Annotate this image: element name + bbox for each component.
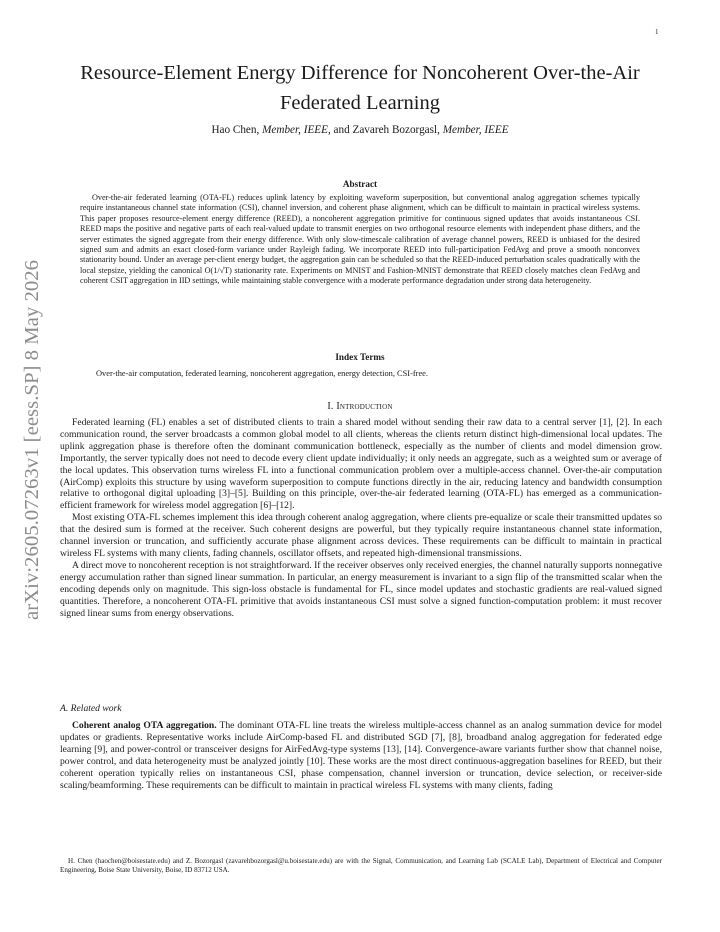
arxiv-stamp-svg (22, 260, 42, 620)
author-2-name: Zavareh Bozorgasl, (352, 124, 440, 136)
index-terms-heading: Index Terms (335, 352, 385, 362)
author-2-role: Member, IEEE (442, 124, 509, 136)
paper-title: Resource-Element Energy Difference for Noncoherent Over-the-Air Federated Learning (80, 62, 640, 114)
page-number: 1 (655, 28, 659, 36)
author-conjunction: and (333, 124, 350, 136)
author-1-role: Member, IEEE, (262, 124, 331, 136)
author-1-name: Hao Chen, (211, 124, 260, 136)
abstract-heading: Abstract (342, 179, 378, 189)
subsection-heading-related-work: A. Related work (60, 703, 122, 714)
runin-heading: Coherent analog OTA aggregation. (72, 720, 217, 731)
intro-paragraph-3: A direct move to noncoherent reception is not straightforward. If the receiver observes only received energies, the channel naturally supports nonnegative energy accumulation rather than signed linear summation. In particular, an energy measurement is invariant to a sign flip of the transmitted scalar when the encoding depends only on magnitude. This sign-loss obstacle is fundamental for FL, since model updates and stochastic gradients are real-valued signed quantities. Therefore, a noncoherent OTA-FL primitive that avoids instantaneous CSI must solve a signed function-computation problem: it must recover signed linear sums from energy observations. (60, 559, 662, 619)
related-work-paragraph (60, 720, 662, 791)
related-work-text: The dominant OTA-FL line treats the wireless multiple-access channel as an analog summation device for model updates or gradients. Representative works include AirComp-based FL and distributed SGD [7], [8], broadband analog aggregation for federated edge learning [9], and power-control or transceiver designs for AirFedAvg-type systems [13], [14]. Convergence-aware variants further show that channel noise, power control, and data heterogeneity must be analyzed jointly [10]. These works are the most direct continuous-aggregation baselines for REED, but their coherent operation typically relies on instantaneous CSI, phase compensation, channel inversion or truncation, device selection, or receiver-side scaling/beamforming. These requirements can be difficult to maintain in practical wireless FL systems with many clients, fading (60, 720, 663, 791)
section-number: I. (327, 401, 334, 412)
author-affiliation-footnote: H. Chen (haochen@boisestate.edu) and Z. Bozorgasl (zavarehbozorgasl@u.boisestate.edu) are with the Signal, Communication, and Learning Lab (SCALE Lab), Department of Electrical and Computer Engineering, Boise State University, Boise, ID 83712 USA. (60, 857, 662, 875)
arxiv-identifier-stamp (22, 260, 42, 620)
abstract-text: Over-the-air federated learning (OTA-FL) reduces uplink latency by exploiting waveform superposition, but conventional analog aggregation schemes typically require instantaneous channel state information (CSI), channel inversion, and coherent phase alignment, which can be difficult to maintain in practical wireless systems. This paper proposes resource-element energy difference (REED), a noncoherent aggregation primitive for continuous signed updates that avoids instantaneous CSI. REED maps the positive and negative parts of each real-valued update to transmit energies on two orthogonal resource elements with independent phase dithers, and the server estimates the signed aggregate from their energy difference. With only slow-timescale calibration of average channel powers, REED is unbiased for the desired signed sum and admits an exact closed-form variance under Rayleigh fading. We incorporate REED into full-participation FedAvg and prove a smooth nonconvex stationarity bound. Under an average per-client energy budget, the aggregation gain can be scheduled so that the REED-induced perturbation scales quadratically with the local stepsize, yielding the canonical O(1/√T) stationarity rate. Experiments on MNIST and Fashion-MNIST demonstrate that REED closely matches clean FedAvg and coherent CSIT aggregation in IID settings, while maintaining stable convergence with a moderate performance degradation under strong data heterogeneity. (80, 193, 640, 286)
intro-paragraph-1: Federated learning (FL) enables a set of distributed clients to train a shared model without sending their raw data to a central server [1], [2]. In each communication round, the server broadcasts a common global model to all clients, whereas the clients return distinct high-dimensional local updates. The uplink aggregation phase is therefore often the dominant communication bottleneck, especially as the number of clients and model dimension grow. Importantly, the server typically does not need to decode every client update individually; it only needs an aggregate, such as a weighted sum or average of the local updates. This observation turns wireless FL into a functional communication problem over a multiple-access channel. Over-the-air computation (AirComp) exploits this structure by using waveform superposition to compute functions directly in the air, reducing latency and bandwidth consumption relative to orthogonal digital uploading [3]–[5]. Building on this principle, over-the-air federated learning (OTA-FL) has emerged as a communication-efficient framework for wireless model aggregation [6]–[12]. (60, 417, 662, 512)
section-heading-introduction (60, 401, 660, 412)
introduction-body (60, 417, 662, 619)
section-title: Introduction (336, 401, 393, 412)
index-terms-text: Over-the-air computation, federated learning, noncoherent aggregation, energy detection, CSI-free. (96, 369, 428, 378)
intro-paragraph-2: Most existing OTA-FL schemes implement this idea through coherent analog aggregation, where clients pre-equalize or scale their transmitted updates so that the desired sum is formed at the receiver. Such coherent designs are powerful, but they typically require instantaneous channel state information, channel inversion or truncation, and sufficiently accurate phase alignment across devices. These requirements can be difficult to maintain in practical wireless FL systems with many clients, fading channels, oscillator offsets, and repeated high-dimensional transmissions. (60, 512, 662, 559)
related-work-body (60, 720, 662, 791)
author-line (60, 124, 660, 136)
arxiv-id-text: arXiv:2605.07263v1 [eess.SP] 8 May 2026 (22, 282, 43, 620)
